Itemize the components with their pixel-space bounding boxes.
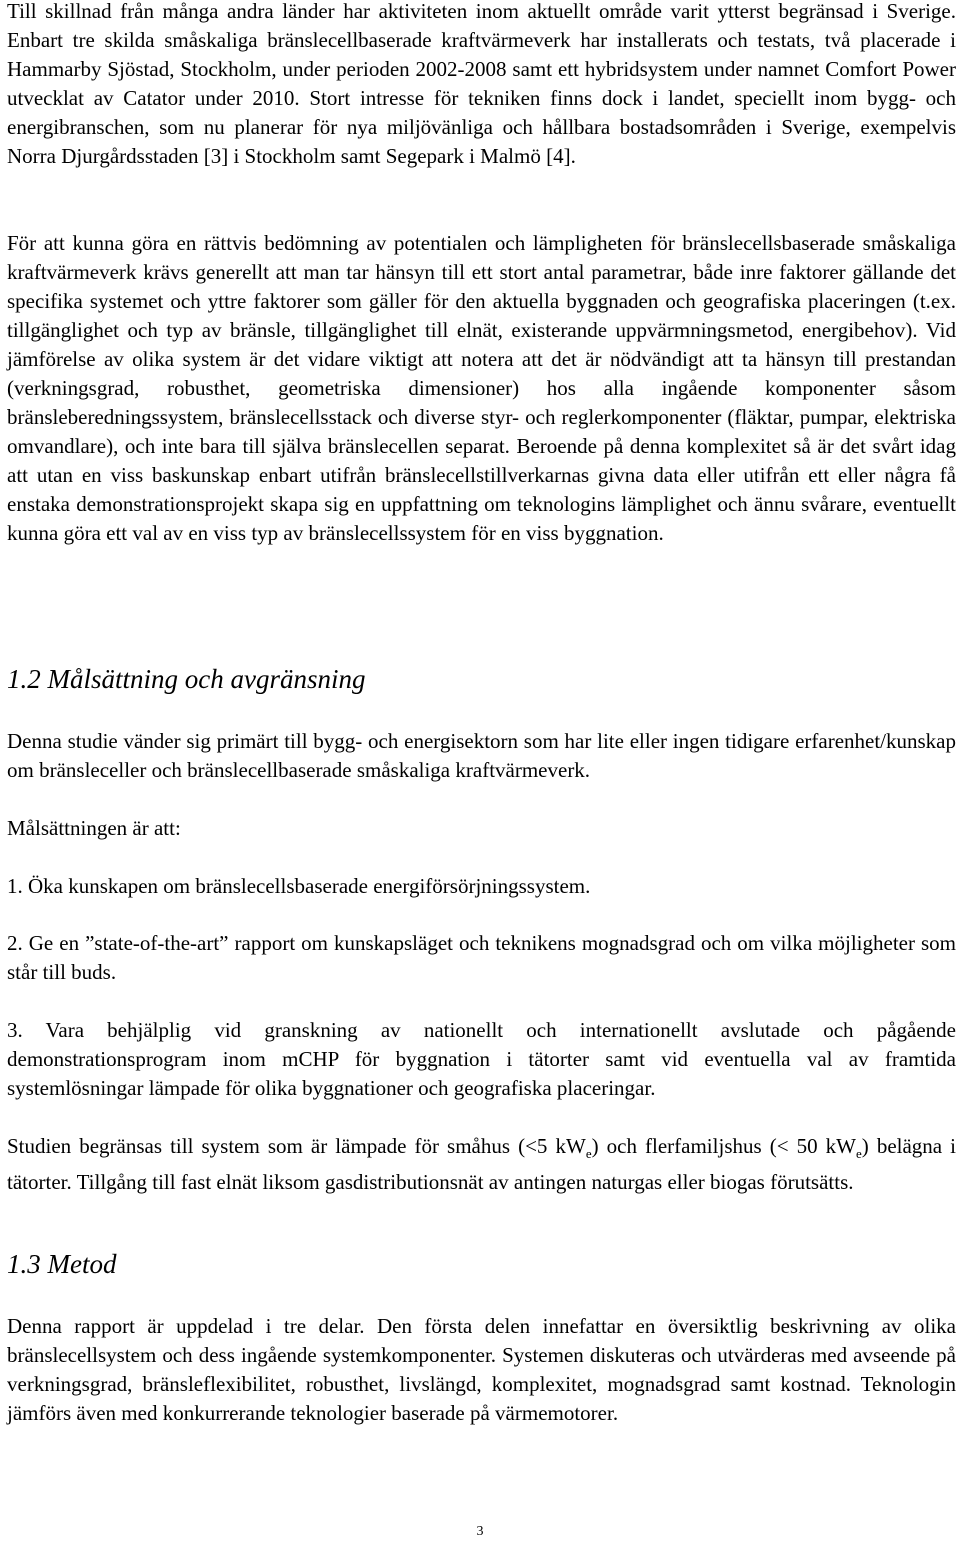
scope-text-3: ) belägna i tätorter. Tillgång till fast elnät liksom gasdistributionsnät av antingen naturgas eller biogas förutsätts. bbox=[7, 1134, 957, 1195]
paragraph-scope bbox=[7, 1132, 956, 1197]
paragraph-target-audience: Denna studie vänder sig primärt till bygg- och energisektorn som har lite eller ingen tidigare erfarenhet/kunskap om bränsleceller och bränslecellbaserade småskaliga kraftvärmeverk. bbox=[7, 729, 956, 782]
scope-subscript-1: e bbox=[585, 1146, 592, 1162]
page-number: 3 bbox=[476, 1524, 484, 1539]
scope-text-2: ) och flerfamiljshus (< 50 kW bbox=[591, 1134, 856, 1158]
paragraph-intro: Till skillnad från många andra länder har aktiviteten inom aktuellt område varit ytterst begränsad i Sverige. Enbart tre skilda småskaliga bränslecellbaserade kraftvärmeverk har installerats och testats, två placerade i Hammarby Sjöstad, Stockholm, under perioden 2002-2008 samt ett hybridsystem under namnet Comfort Power utvecklat av Catator under 2010. Stort intresse för tekniken finns dock i landet, speciellt inom bygg- och energibranschen, som nu planerar för nya miljövänliga och hållbara bostadsområden i Sverige, exempelvis Norra Djurgårdsstaden [3] i Stockholm samt Segepark i Malmö [4]. bbox=[7, 0, 956, 168]
scope-text-1: Studien begränsas till system som är lämpade för småhus (<5 kW bbox=[7, 1134, 586, 1158]
list-item-objective-2: 2. Ge en ”state-of-the-art” rapport om kunskapsläget och teknikens mognadsgrad och om vilka möjligheter som står till buds. bbox=[7, 931, 956, 984]
paragraph-method: Denna rapport är uppdelad i tre delar. Den första delen innefattar en översiktlig beskrivning av olika bränslecellsystem och dess ingående systemkomponenter. Systemen diskuteras och utvärderas med avseende på verkningsgrad, bränsleflexibilitet, robusthet, livslängd, komplexitet, mognadsgrad samt kostnad. Teknologin jämförs även med konkurrerande teknologier baserade på värmemotorer. bbox=[7, 1314, 956, 1425]
section-heading-1-2: 1.2 Målsättning och avgränsning bbox=[7, 664, 366, 694]
section-heading-1-3: 1.3 Metod bbox=[7, 1249, 117, 1279]
paragraph-assessment: För att kunna göra en rättvis bedömning av potentialen och lämpligheten för bränslecellsbaserade småskaliga kraftvärmeverk krävs generellt att man tar hänsyn till ett stort antal parametrar, både inre faktorer gällande det specifika systemet och yttre faktorer som gäller för den aktuella byggnaden och geografiska placeringen (t.ex. tillgänglighet och typ av bränsle, tillgänglighet till elnät, existerande uppvärmningsmetod, energibehov). Vid jämförelse av olika system är det vidare viktigt att notera att det är nödvändigt att ta hänsyn till prestandan (verkningsgrad, robusthet, geometriska dimensioner) hos alla ingående komponenter såsom bränsleberedningssystem, bränslecellsstack och diverse styr- och reglerkomponenter (fläktar, pumpar, elektriska omvandlare), och inte bara till själva bränslecellen separat. Beroende på denna komplexitet så är det svårt idag att utan en viss baskunskap enbart utifrån bränslecellstillverkarnas givna data eller utifrån ett eller några få enstaka demonstrationsprojekt skapa sig en uppfattning om teknologins lämplighet och ännu svårare, eventuellt kunna göra ett val av en viss typ av bränslecellssystem för en viss byggnation. bbox=[7, 231, 956, 545]
scope-subscript-2: e bbox=[855, 1146, 862, 1162]
list-item-objective-1: 1. Öka kunskapen om bränslecellsbaserade energiförsörjningssystem. bbox=[7, 874, 591, 898]
paragraph-objectives-intro: Målsättningen är att: bbox=[7, 816, 181, 840]
list-item-objective-3: 3. Vara behjälplig vid granskning av nationellt och internationellt avslutade och pågående demonstrationsprogram inom mCHP för byggnation i tätorter samt vid eventuella val av framtida systemlösningar lämpade för olika byggnationer och geografiska placeringar. bbox=[7, 1018, 956, 1100]
